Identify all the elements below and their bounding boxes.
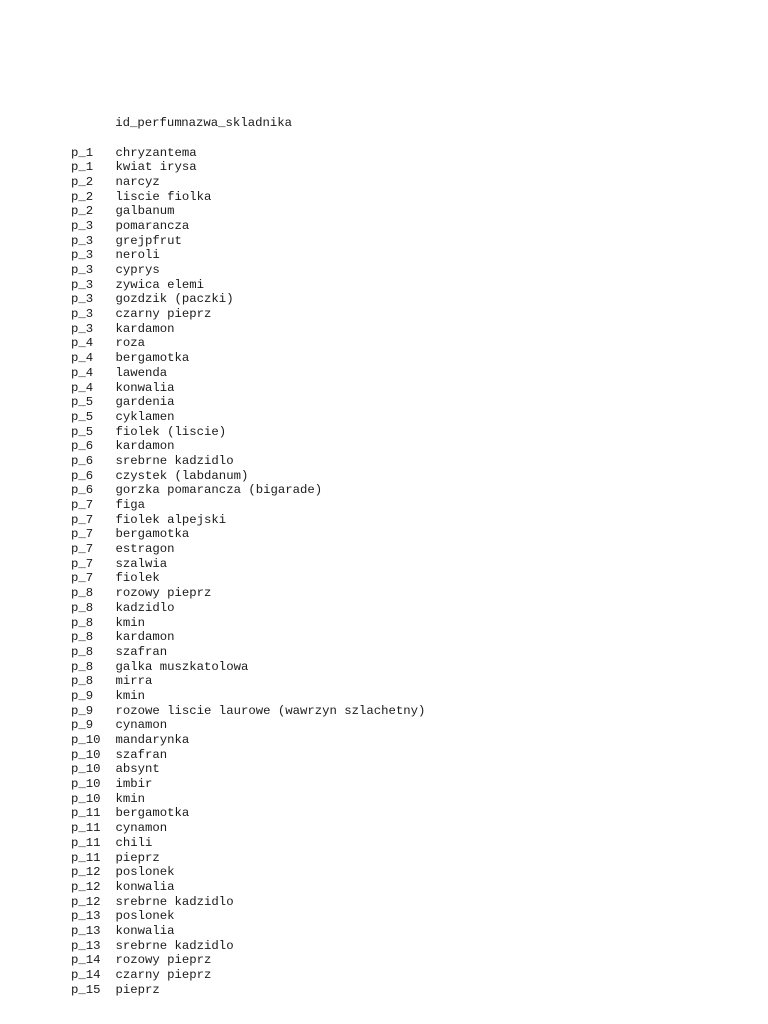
cell-nazwa-skladnika: chryzantema — [115, 145, 197, 160]
table-row — [71, 410, 425, 425]
cell-id-perfum: p_15 — [71, 982, 101, 997]
cell-id-perfum: p_9 — [71, 703, 94, 718]
cell-nazwa-skladnika: konwalia — [115, 380, 175, 395]
cell-nazwa-skladnika: kmin — [115, 615, 146, 630]
cell-nazwa-skladnika: galbanum — [115, 204, 175, 219]
cell-id-perfum: p_10 — [71, 747, 101, 762]
cell-id-perfum: p_6 — [71, 468, 94, 483]
cell-nazwa-skladnika: kardamon — [115, 439, 175, 454]
cell-nazwa-skladnika: roza — [115, 336, 146, 351]
cell-nazwa-skladnika: galka muszkatolowa — [115, 659, 249, 674]
cell-nazwa-skladnika: poslonek — [115, 865, 175, 880]
table-row — [71, 190, 425, 205]
table-row — [71, 748, 425, 763]
cell-id-perfum: p_4 — [71, 365, 94, 380]
table-row — [71, 865, 425, 880]
cell-id-perfum: p_6 — [71, 483, 94, 498]
cell-nazwa-skladnika: cynamon — [115, 821, 168, 836]
table-row — [71, 263, 425, 278]
table-row — [71, 336, 425, 351]
cell-id-perfum: p_5 — [71, 409, 94, 424]
table-row — [71, 234, 425, 249]
cell-id-perfum: p_3 — [71, 263, 94, 277]
table-header-row — [71, 101, 425, 131]
column-header-id-perfum: id_perfum — [115, 116, 182, 131]
table-row — [71, 557, 425, 572]
table-row — [71, 616, 425, 631]
cell-id-perfum: p_12 — [71, 894, 101, 909]
cell-nazwa-skladnika: lawenda — [115, 365, 168, 380]
cell-nazwa-skladnika: bergamotka — [115, 351, 190, 366]
cell-id-perfum: p_9 — [71, 718, 94, 733]
cell-nazwa-skladnika: rozowe liscie laurowe (wawrzyn szlachetny) — [115, 703, 426, 718]
cell-nazwa-skladnika: pieprz — [115, 850, 160, 865]
cell-nazwa-skladnika: neroli — [115, 248, 160, 263]
cell-id-perfum: p_3 — [71, 248, 94, 263]
cell-id-perfum: p_11 — [71, 835, 101, 850]
cell-id-perfum: p_3 — [71, 218, 94, 233]
cell-id-perfum: p_10 — [71, 791, 101, 806]
cell-id-perfum: p_6 — [71, 439, 94, 454]
cell-id-perfum: p_7 — [71, 556, 94, 571]
table-row — [71, 483, 425, 498]
cell-id-perfum: p_4 — [71, 336, 94, 351]
cell-nazwa-skladnika: fiolek alpejski — [115, 512, 227, 527]
cell-nazwa-skladnika: pomarancza — [115, 218, 190, 233]
table-row — [71, 953, 425, 968]
table-row — [71, 278, 425, 293]
table-row — [71, 292, 425, 307]
cell-nazwa-skladnika: kadzidlo — [115, 600, 175, 615]
cell-nazwa-skladnika: bergamotka — [115, 527, 190, 542]
cell-id-perfum: p_3 — [71, 292, 94, 307]
cell-id-perfum: p_1 — [71, 160, 94, 175]
cell-nazwa-skladnika: srebrne kadzidlo — [115, 938, 234, 953]
table-row — [71, 674, 425, 689]
cell-nazwa-skladnika: gozdzik (paczki) — [115, 292, 234, 307]
cell-id-perfum: p_4 — [71, 351, 94, 366]
cell-id-perfum: p_11 — [71, 821, 101, 836]
table-row — [71, 806, 425, 821]
cell-id-perfum: p_8 — [71, 659, 94, 674]
cell-nazwa-skladnika: konwalia — [115, 879, 175, 894]
table-row — [71, 307, 425, 322]
ingredient-table — [71, 72, 425, 997]
table-row — [71, 248, 425, 263]
cell-nazwa-skladnika: gorzka pomarancza (bigarade) — [115, 483, 323, 498]
cell-id-perfum: p_3 — [71, 277, 94, 292]
cell-id-perfum: p_7 — [71, 571, 94, 586]
column-header-nazwa-skladnika: nazwa_skladnika — [181, 116, 292, 131]
cell-nazwa-skladnika: liscie fiolka — [115, 189, 212, 204]
cell-nazwa-skladnika: fiolek (liscie) — [115, 424, 227, 439]
cell-nazwa-skladnika: bergamotka — [115, 806, 190, 821]
cell-id-perfum: p_3 — [71, 321, 94, 336]
table-row — [71, 366, 425, 381]
table-row — [71, 513, 425, 528]
cell-nazwa-skladnika: chili — [115, 835, 153, 850]
cell-id-perfum: p_13 — [71, 938, 101, 953]
table-row — [71, 645, 425, 660]
cell-id-perfum: p_8 — [71, 600, 94, 615]
cell-nazwa-skladnika: imbir — [115, 777, 153, 792]
table-row — [71, 160, 425, 175]
cell-id-perfum: p_8 — [71, 674, 94, 689]
table-row — [71, 527, 425, 542]
cell-nazwa-skladnika: kmin — [115, 688, 146, 703]
cell-nazwa-skladnika: szafran — [115, 747, 168, 762]
table-row — [71, 381, 425, 396]
cell-id-perfum: p_2 — [71, 204, 94, 219]
cell-id-perfum: p_13 — [71, 923, 101, 938]
cell-id-perfum: p_11 — [71, 806, 101, 821]
cell-id-perfum: p_8 — [71, 630, 94, 645]
table-row — [71, 630, 425, 645]
table-row — [71, 425, 425, 440]
cell-nazwa-skladnika: zywica elemi — [115, 277, 205, 292]
cell-id-perfum: p_14 — [71, 953, 101, 968]
cell-nazwa-skladnika: poslonek — [115, 909, 175, 924]
table-row — [71, 704, 425, 719]
table-row — [71, 762, 425, 777]
table-row — [71, 219, 425, 234]
cell-nazwa-skladnika: czarny pieprz — [115, 307, 212, 322]
cell-id-perfum: p_6 — [71, 453, 94, 468]
cell-nazwa-skladnika: czystek (labdanum) — [115, 468, 249, 483]
table-row — [71, 733, 425, 748]
cell-id-perfum: p_7 — [71, 527, 94, 542]
cell-nazwa-skladnika: rozowy pieprz — [115, 953, 212, 968]
cell-nazwa-skladnika: srebrne kadzidlo — [115, 894, 234, 909]
table-row — [71, 983, 425, 998]
table-row — [71, 718, 425, 733]
table-row — [71, 498, 425, 513]
cell-id-perfum: p_12 — [71, 879, 101, 894]
cell-nazwa-skladnika: cynamon — [115, 718, 168, 733]
table-row — [71, 351, 425, 366]
cell-id-perfum: p_7 — [71, 542, 94, 557]
cell-nazwa-skladnika: konwalia — [115, 923, 175, 938]
table-row — [71, 395, 425, 410]
cell-id-perfum: p_3 — [71, 233, 94, 248]
cell-id-perfum: p_12 — [71, 865, 101, 880]
table-row — [71, 454, 425, 469]
cell-nazwa-skladnika: fiolek — [115, 571, 160, 586]
table-row — [71, 821, 425, 836]
cell-nazwa-skladnika: kardamon — [115, 630, 175, 645]
table-row — [71, 880, 425, 895]
cell-nazwa-skladnika: kwiat irysa — [115, 160, 197, 175]
table-row — [71, 469, 425, 484]
cell-id-perfum: p_4 — [71, 380, 94, 395]
cell-nazwa-skladnika: gardenia — [115, 395, 175, 410]
cell-id-perfum: p_14 — [71, 968, 101, 982]
cell-nazwa-skladnika: grejpfrut — [115, 233, 182, 248]
cell-nazwa-skladnika: cyprys — [115, 263, 160, 277]
cell-nazwa-skladnika: pieprz — [115, 982, 160, 997]
table-row — [71, 586, 425, 601]
cell-id-perfum: p_8 — [71, 586, 94, 601]
table-row — [71, 777, 425, 792]
cell-nazwa-skladnika: narcyz — [115, 174, 160, 189]
cell-id-perfum: p_7 — [71, 512, 94, 527]
cell-nazwa-skladnika: szalwia — [115, 556, 168, 571]
table-row — [71, 601, 425, 616]
table-row — [71, 571, 425, 586]
table-row — [71, 836, 425, 851]
cell-nazwa-skladnika: szafran — [115, 644, 168, 659]
cell-id-perfum: p_11 — [71, 850, 101, 865]
table-row — [71, 322, 425, 337]
cell-nazwa-skladnika: absynt — [115, 762, 160, 777]
cell-id-perfum: p_3 — [71, 307, 94, 322]
table-row — [71, 689, 425, 704]
cell-nazwa-skladnika: kmin — [115, 791, 146, 806]
table-row — [71, 895, 425, 910]
cell-id-perfum: p_5 — [71, 424, 94, 439]
cell-id-perfum: p_10 — [71, 777, 101, 792]
table-row — [71, 175, 425, 190]
table-row — [71, 660, 425, 675]
table-row — [71, 924, 425, 939]
cell-id-perfum: p_2 — [71, 174, 94, 189]
cell-nazwa-skladnika: estragon — [115, 542, 175, 557]
cell-id-perfum: p_10 — [71, 762, 101, 777]
cell-nazwa-skladnika: srebrne kadzidlo — [115, 453, 234, 468]
table-row — [71, 542, 425, 557]
cell-id-perfum: p_9 — [71, 688, 94, 703]
cell-id-perfum: p_8 — [71, 644, 94, 659]
cell-nazwa-skladnika: cyklamen — [115, 409, 175, 424]
table-row — [71, 909, 425, 924]
cell-nazwa-skladnika: mirra — [115, 674, 153, 689]
table-row — [71, 146, 425, 161]
table-row — [71, 792, 425, 807]
cell-id-perfum: p_10 — [71, 733, 101, 747]
cell-nazwa-skladnika: figa — [115, 498, 146, 512]
cell-nazwa-skladnika: kardamon — [115, 321, 175, 336]
cell-id-perfum: p_1 — [71, 145, 94, 160]
cell-nazwa-skladnika: mandarynka — [115, 733, 190, 747]
cell-id-perfum: p_2 — [71, 189, 94, 204]
table-row — [71, 939, 425, 954]
table-row — [71, 968, 425, 983]
table-row — [71, 204, 425, 219]
table-row — [71, 851, 425, 866]
cell-id-perfum: p_8 — [71, 615, 94, 630]
cell-id-perfum: p_5 — [71, 395, 94, 410]
table-row — [71, 439, 425, 454]
cell-nazwa-skladnika: czarny pieprz — [115, 968, 212, 982]
cell-nazwa-skladnika: rozowy pieprz — [115, 586, 212, 601]
cell-id-perfum: p_13 — [71, 909, 101, 924]
cell-id-perfum: p_7 — [71, 498, 94, 512]
